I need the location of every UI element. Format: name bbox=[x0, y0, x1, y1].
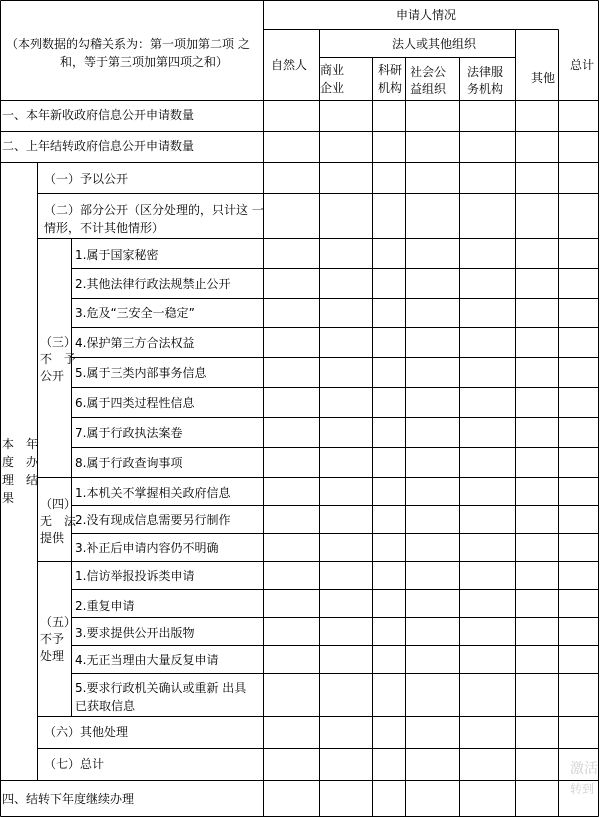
unable-to-provide-item: 3.补正后申请内容仍不明确 bbox=[75, 541, 219, 555]
watermark-line2: 转到 bbox=[570, 782, 595, 796]
header-other: 其他 bbox=[531, 71, 556, 85]
header-research-institution-2: 机构 bbox=[378, 81, 403, 95]
section-partially-disclosed-line1: （二）部分公开（区分处理的，只计这 一 bbox=[44, 203, 264, 217]
header-applicant-situation: 申请人情况 bbox=[396, 8, 457, 22]
section-label-line: 提供 bbox=[40, 531, 65, 545]
section-other-handling: （六）其他处理 bbox=[44, 725, 129, 739]
not-processed-item-line2: 已获取信息 bbox=[75, 699, 136, 713]
not-disclosed-item: 2.其他法律行政法规禁止公开 bbox=[75, 277, 231, 291]
not-disclosed-item: 3.危及“三安全一稳定” bbox=[75, 306, 195, 320]
row-carried-over-applications: 二、上年结转政府信息公开申请数量 bbox=[2, 139, 195, 153]
not-disclosed-item: 7.属于行政执法案卷 bbox=[75, 426, 183, 440]
unable-to-provide-item: 1.本机关不掌握相关政府信息 bbox=[75, 486, 231, 500]
main-group-line: 理 结 bbox=[2, 473, 39, 487]
section-total: （七）总计 bbox=[44, 757, 105, 771]
main-group-line: 本 年 bbox=[2, 437, 39, 451]
header-social-welfare-2: 益组织 bbox=[410, 82, 447, 96]
header-total: 总计 bbox=[570, 58, 595, 72]
header-note-line1: （本列数据的勾稽关系为：第一项加第二项 之 bbox=[6, 37, 250, 51]
header-commercial-enterprise-2: 企业 bbox=[320, 81, 345, 95]
section-label-line: （三） bbox=[40, 335, 77, 349]
not-processed-item: 3.要求提供公开出版物 bbox=[75, 626, 195, 640]
not-disclosed-item: 8.属于行政查询事项 bbox=[75, 456, 183, 470]
section-label-line: （四） bbox=[40, 497, 77, 511]
section-label-line: 不予 bbox=[40, 632, 65, 646]
row-new-applications: 一、本年新收政府信息公开申请数量 bbox=[2, 108, 195, 122]
not-disclosed-item: 6.属于四类过程性信息 bbox=[75, 396, 195, 410]
section-label-line: （五） bbox=[40, 615, 77, 629]
header-research-institution-1: 科研 bbox=[378, 63, 403, 77]
header-note-line2: 和，等于第三项加第四项之和） bbox=[60, 55, 229, 69]
header-social-welfare-1: 社会公 bbox=[410, 65, 447, 79]
header-legal-service-2: 务机构 bbox=[467, 82, 504, 96]
not-processed-item: 1.信访举报投诉类申请 bbox=[75, 569, 195, 583]
not-disclosed-item: 4.保护第三方合法权益 bbox=[75, 336, 195, 350]
main-group-line: 度 办 bbox=[2, 455, 39, 469]
not-processed-item: 4.无正当理由大量反复申请 bbox=[75, 653, 219, 667]
section-partially-disclosed-line2: 情形，不计其他情形） bbox=[44, 221, 165, 235]
not-disclosed-item: 1.属于国家秘密 bbox=[75, 248, 159, 262]
watermark-line1: 激活 bbox=[570, 761, 598, 777]
section-disclosed: （一）予以公开 bbox=[44, 172, 129, 186]
section-label-line: 不 予 bbox=[40, 352, 77, 366]
header-natural-person: 自然人 bbox=[271, 58, 308, 72]
header-commercial-enterprise-1: 商业 bbox=[320, 63, 345, 77]
row-carry-to-next-year: 四、结转下年度继续办理 bbox=[2, 792, 135, 806]
not-processed-item: 2.重复申请 bbox=[75, 599, 135, 613]
main-group-line: 果 bbox=[2, 491, 15, 505]
unable-to-provide-item: 2.没有现成信息需要另行制作 bbox=[75, 513, 231, 527]
not-processed-item-line1: 5.要求行政机关确认或重新 出具 bbox=[75, 681, 247, 695]
not-disclosed-item: 5.属于三类内部事务信息 bbox=[75, 366, 207, 380]
header-legal-person-group: 法人或其他组织 bbox=[392, 37, 477, 51]
header-legal-service-1: 法律服 bbox=[467, 65, 504, 79]
section-label-line: 处理 bbox=[40, 649, 65, 663]
section-label-line: 无 法 bbox=[40, 514, 77, 528]
section-label-line: 公开 bbox=[40, 369, 65, 383]
